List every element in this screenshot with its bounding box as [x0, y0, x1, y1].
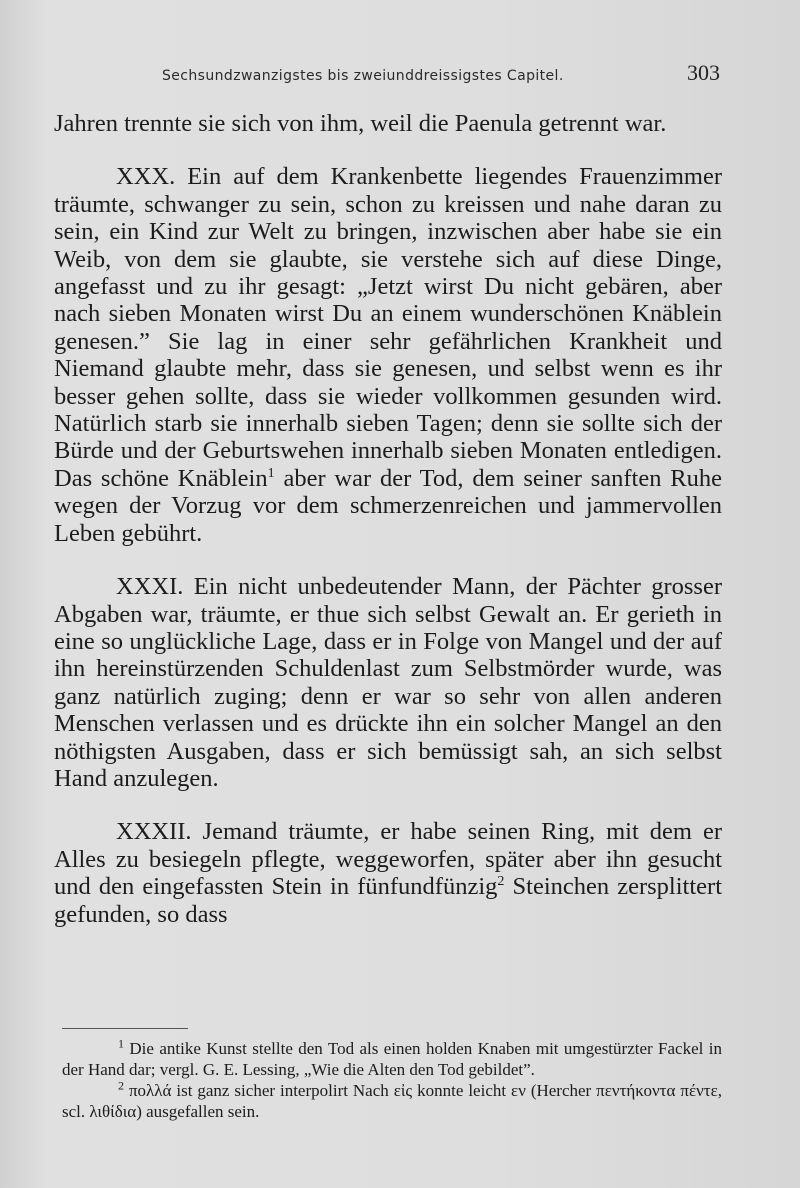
footnote-2-mark: 2 [118, 1078, 124, 1093]
footnote-1 [62, 1038, 722, 1080]
footnote-1-text: Die antike Kunst stellte den Tod als einen holden Knaben mit umgestürzter Fackel in der Hand dar; vergl. G. E. Lessing, „Wie die Alten den Tod gebildet”. [62, 1039, 722, 1079]
paragraph-xxxii-text-a: XXXII. Jemand träumte, er habe seinen Ring, mit dem er Alles zu besiegeln pflegte, weggeworfen, später aber ihn gesucht und den eingefassten Stein in fünfundfünzig [54, 818, 722, 901]
footnote-divider [62, 1028, 188, 1029]
paragraph-xxx-text-b: aber war der Tod, dem seiner sanften Ruhe wegen der Vorzug vor dem schmerzenreichen und jammervollen Leben gebührt. [54, 464, 722, 547]
running-title: Sechsundzwanzigstes bis zweiunddreissigstes Capitel. [162, 68, 564, 84]
continuation-paragraph: Jahren trennte sie sich von ihm, weil die Paenula getrennt war. [54, 110, 667, 137]
paragraph-xxxi: XXXI. Ein nicht unbedeutender Mann, der Pächter grosser Abgaben war, träumte, er thue sich selbst Gewalt an. Er gerieth in eine so unglückliche Lage, dass er in Folge von Mangel und der auf ihn hereinstürzenden Schuldenlast zum Selbstmörder wurde, was ganz natürlich zuging; denn er war so sehr von allen anderen Menschen verlassen und es drückte ihn ein solcher Mangel an den nöthigsten Ausgaben, dass er sich bemüssigt sah, an sich selbst Hand anzulegen. [54, 573, 722, 792]
paragraph-xxxii-text-b: Steinchen zersplittert gefunden, so dass [54, 873, 722, 928]
footnotes [62, 1038, 722, 1122]
paragraph-xxx [54, 163, 722, 547]
page-header [162, 60, 720, 86]
main-text [54, 110, 722, 954]
footnote-1-mark: 1 [118, 1036, 124, 1051]
footnote-2-text: πολλά ist ganz sicher interpolirt Nach εἰς konnte leicht εν (Hercher πεντήκοντα πέντε, scl. λιθίδια) ausgefallen sein. [62, 1081, 722, 1121]
footnote-2 [62, 1080, 722, 1122]
footnote-reference-2[interactable]: 2 [497, 874, 505, 889]
footnote-reference-1[interactable]: 1 [267, 465, 275, 481]
paragraph-xxx-text-a: XXX. Ein auf dem Krankenbette liegendes Frauenzimmer träumte, schwanger zu sein, schon zu kreissen und nahe daran zu sein, ein Kind zur Welt zu bringen, inzwischen aber habe sie ein Weib, von dem sie glaubte, sie verstehe sich auf diese Dinge, angefasst und zu ihr gesagt: „Jetzt wirst Du nicht gebären, aber nach sieben Monaten wirst Du an einem wunderschönen Knäblein genesen.” Sie lag in einer sehr gefährlichen Krankheit und Niemand glaubte mehr, dass sie genesen, und selbst wenn es ihr besser gehen sollte, dass sie wieder vollkommen gesunden wird. Natürlich starb sie innerhalb sieben Tagen; denn sie sollte sich der Bürde und der Geburtswehen innerhalb sieben Monaten entledigen. Das schöne Knäblein [54, 163, 722, 492]
paragraph-xxxii [54, 818, 722, 928]
page-number: 303 [687, 60, 720, 85]
